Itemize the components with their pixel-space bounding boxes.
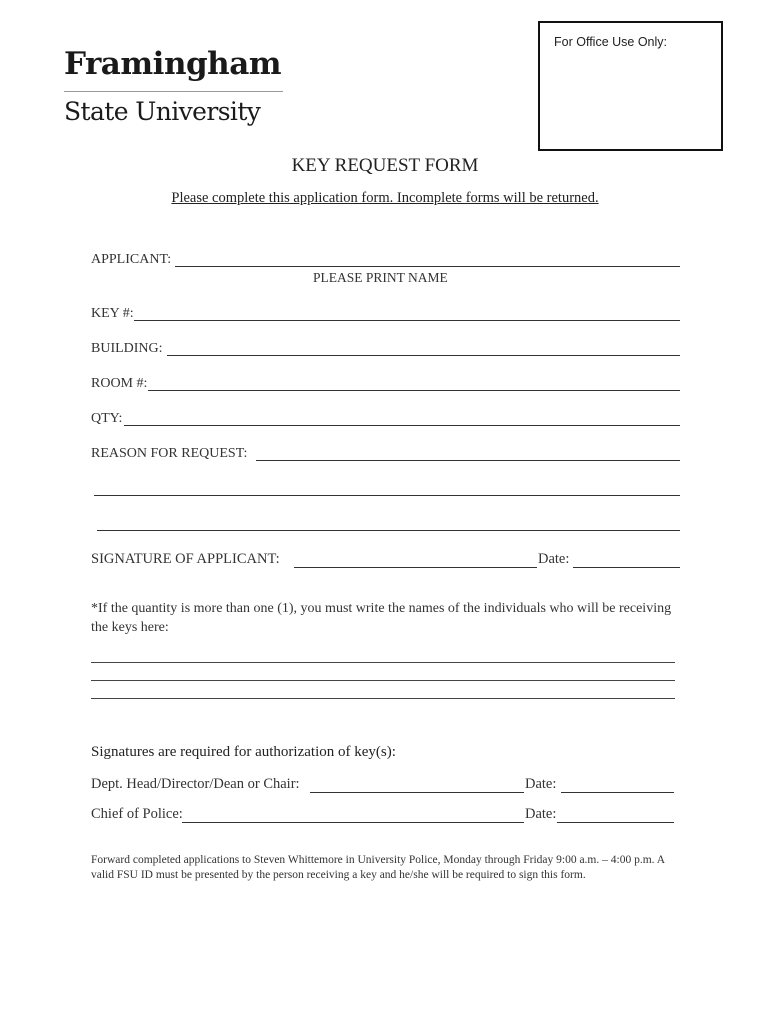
authorization-heading: Signatures are required for authorization of key(s): (91, 744, 396, 760)
building-label: BUILDING: (91, 341, 163, 356)
reason-field-line-3[interactable] (97, 530, 680, 531)
applicant-label: APPLICANT: (91, 252, 172, 267)
recipient-names-line-2[interactable] (91, 680, 675, 681)
police-chief-label: Chief of Police: (91, 806, 183, 822)
key-field[interactable] (134, 320, 680, 321)
university-logo-name: Framingham (64, 46, 282, 82)
recipient-names-line-1[interactable] (91, 662, 675, 663)
signature-label: SIGNATURE OF APPLICANT: (91, 551, 280, 567)
applicant-hint: PLEASE PRINT NAME (313, 270, 448, 285)
room-field[interactable] (148, 390, 680, 391)
form-instructions: Please complete this application form. Incomplete forms will be returned. (171, 190, 599, 206)
police-chief-signature-field[interactable] (182, 822, 524, 823)
university-logo-subtitle: State University (64, 97, 261, 126)
signature-date-field[interactable] (573, 567, 680, 568)
office-use-box (538, 21, 723, 151)
qty-label: QTY: (91, 411, 123, 426)
reason-field-line-2[interactable] (94, 495, 680, 496)
dept-head-signature-field[interactable] (310, 792, 524, 793)
police-chief-date-label: Date: (525, 806, 557, 822)
room-label: ROOM #: (91, 376, 148, 391)
reason-label: REASON FOR REQUEST: (91, 446, 248, 461)
recipient-names-line-3[interactable] (91, 698, 675, 699)
police-chief-date-field[interactable] (557, 822, 674, 823)
key-label: KEY #: (91, 306, 134, 321)
qty-field[interactable] (124, 425, 680, 426)
dept-head-date-field[interactable] (561, 792, 674, 793)
signature-date-label: Date: (538, 551, 570, 567)
applicant-field[interactable] (175, 266, 680, 267)
logo-divider (64, 91, 283, 92)
forwarding-instructions: Forward completed applications to Steven Whittemore in University Police, Monday through Friday 9:00 a.m. – 4:00 p.m. A valid FSU ID must be presented by the person receiving a key and he/she will be required to sign this form. (91, 854, 665, 881)
form-title: KEY REQUEST FORM (291, 155, 479, 176)
dept-head-label: Dept. Head/Director/Dean or Chair: (91, 776, 300, 792)
office-use-label: For Office Use Only: (554, 35, 667, 49)
dept-head-date-label: Date: (525, 776, 557, 792)
signature-field[interactable] (294, 567, 537, 568)
quantity-note: *If the quantity is more than one (1), you must write the names of the individuals who will be receiving the keys here: (91, 601, 672, 635)
building-field[interactable] (167, 355, 680, 356)
reason-field-line-1[interactable] (256, 460, 680, 461)
